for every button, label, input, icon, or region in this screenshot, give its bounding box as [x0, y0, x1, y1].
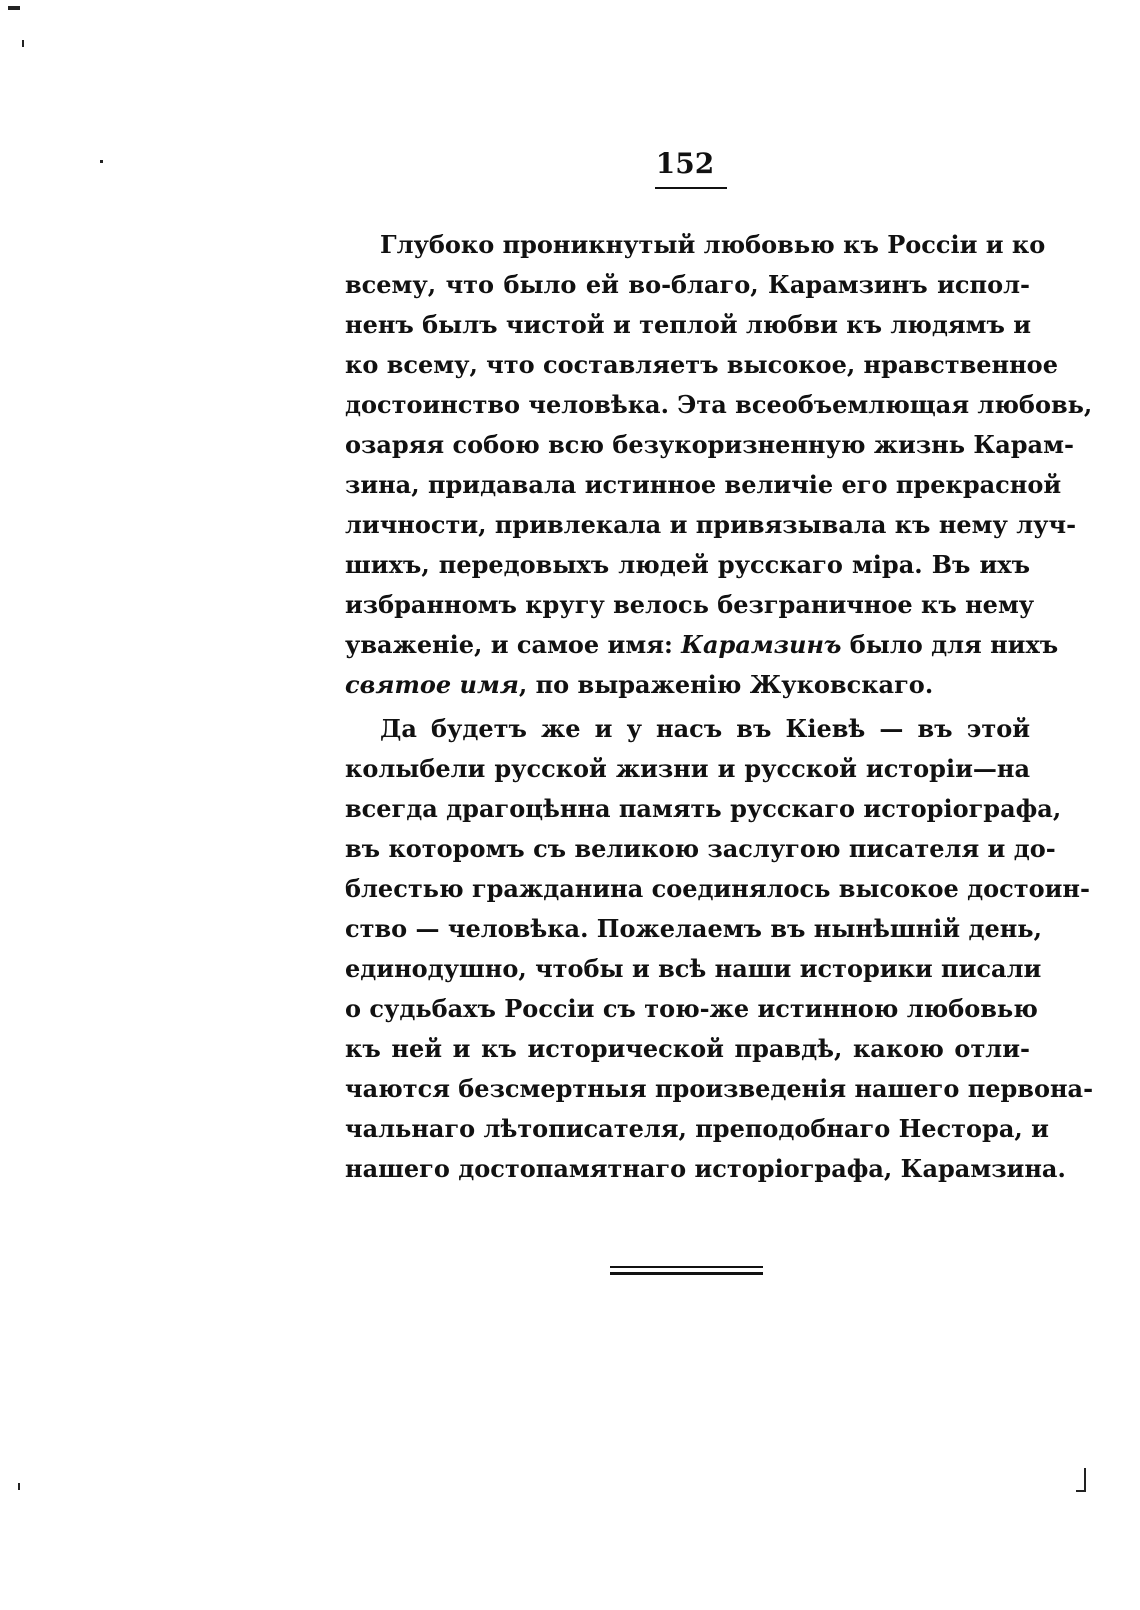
scan-speck — [1084, 1468, 1086, 1492]
text-line: блестью гражданина соединялось высокое достоин- — [345, 874, 1090, 903]
text-line — [345, 665, 1030, 705]
text-line: Да будетъ же и у насъ въ Кіевѣ — въ этой — [380, 714, 1030, 743]
scan-speck — [22, 40, 24, 47]
text-segment: было для нихъ — [841, 630, 1059, 659]
italic-name: Карамзинъ — [681, 630, 842, 659]
text-line: всегда драгоцѣнна память русскаго исторіографа, — [345, 794, 1062, 823]
end-ornament-rule-bottom — [610, 1272, 763, 1275]
scan-speck — [100, 160, 103, 163]
page-number-underline — [655, 187, 727, 189]
body-text — [345, 225, 1094, 1189]
text-line: нашего достопамятнаго исторіографа, Карамзина. — [345, 1154, 1066, 1183]
text-segment: уваженіе, и самое имя: — [345, 630, 682, 659]
text-line: достоинство человѣка. Эта всеобъемлющая любовь, — [345, 390, 1093, 419]
text-line: Глубоко проникнутый любовью къ Россіи и ко — [380, 230, 1046, 259]
text-line: личности, привлекала и привязывала къ нему луч- — [345, 510, 1077, 539]
scan-speck — [18, 1483, 20, 1490]
paragraph — [345, 225, 1093, 705]
text-line: чаются безсмертныя произведенія нашего первона- — [345, 1074, 1094, 1103]
end-ornament-rule-top — [610, 1266, 763, 1268]
text-line: чальнаго лѣтописателя, преподобнаго Нестора, и — [345, 1114, 1049, 1143]
text-line: къ ней и къ исторической правдѣ, какою отли- — [345, 1034, 1030, 1063]
text-line: шихъ, передовыхъ людей русскаго міра. Въ ихъ — [345, 550, 1030, 579]
paragraph — [345, 709, 1094, 1189]
scan-speck — [8, 6, 20, 10]
italic-phrase: святое имя — [345, 670, 519, 699]
text-line — [345, 625, 1059, 665]
text-line: всему, что было ей во-благо, Карамзинъ испол- — [345, 270, 1030, 299]
text-line: ко всему, что составляетъ высокое, нравственное — [345, 350, 1058, 379]
text-line: въ которомъ съ великою заслугою писателя и до- — [345, 834, 1056, 863]
text-line: ненъ былъ чистой и теплой любви къ людямъ и — [345, 310, 1032, 339]
text-line: ство — человѣка. Пожелаемъ въ нынѣшній день, — [345, 914, 1042, 943]
text-line: избранномъ кругу велось безграничное къ нему — [345, 590, 1035, 619]
text-line: о судьбахъ Россіи съ тою-же истинною любовью — [345, 994, 1038, 1023]
text-line: озаряя собою всю безукоризненную жизнь Карам- — [345, 430, 1074, 459]
text-line: единодушно, чтобы и всѣ наши историки писали — [345, 954, 1042, 983]
scan-speck — [1076, 1490, 1086, 1492]
text-line: колыбели русской жизни и русской исторіи—на — [345, 754, 1030, 783]
text-line: зина, придавала истинное величіе его прекрасной — [345, 470, 1062, 499]
page-number: 152 — [655, 147, 715, 180]
text-segment: , по выраженію Жуковскаго. — [518, 670, 934, 699]
